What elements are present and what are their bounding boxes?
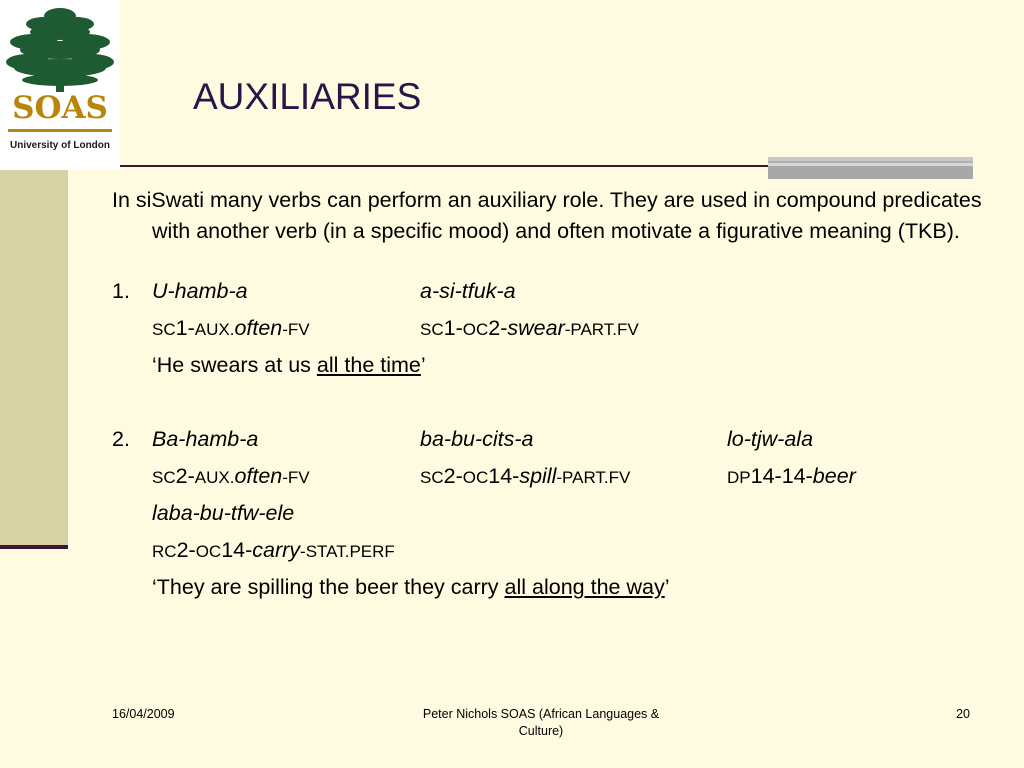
footer-date: 16/04/2009: [112, 707, 175, 721]
example-word: a-si-tfuk-a: [420, 279, 516, 303]
slide-title: AUXILIARIES: [193, 76, 422, 117]
example-number: 2.: [112, 427, 130, 451]
gloss: DP14-14-beer: [727, 464, 856, 488]
logo-divider: [8, 129, 112, 132]
left-accent-rule: [0, 545, 68, 549]
title-accent-bar: [768, 157, 973, 179]
slide-number: 20: [956, 707, 970, 721]
gloss: RC2-OC14-carry-STAT.PERF: [152, 538, 395, 562]
gloss: SC2-OC14-spill-PART.FV: [420, 464, 631, 488]
example-2-gloss: [112, 461, 992, 498]
footer-author: Peter Nichols SOAS (African Languages & Culture): [422, 707, 660, 738]
example-2-words-cont: [112, 498, 992, 535]
title-rule: [120, 165, 770, 167]
gloss: SC1-AUX.often-FV: [152, 316, 310, 340]
example-2-words: [112, 424, 992, 461]
translation: ‘They are spilling the beer they carry all along the way’: [152, 575, 670, 599]
example-word: lo-tjw-ala: [727, 427, 814, 451]
intro-paragraph: In siSwati many verbs can perform an auxiliary role. They are used in compound predicates with another verb (in a specific mood) and often motivate a figurative meaning (TKB).: [112, 188, 982, 243]
example-1-translation: [112, 350, 992, 387]
tree-icon: [4, 4, 116, 94]
logo-wordmark: SOAS: [12, 90, 108, 126]
example-word: laba-bu-tfw-ele: [152, 501, 295, 525]
gloss: SC1-OC2-swear-PART.FV: [420, 316, 639, 340]
example-word: Ba-hamb-a: [152, 427, 259, 451]
example-word: ba-bu-cits-a: [420, 427, 534, 451]
example-2-translation: [112, 572, 992, 609]
soas-logo: [0, 0, 120, 170]
example-2: [112, 424, 992, 609]
slide-body: [112, 185, 992, 609]
gloss: SC2-AUX.often-FV: [152, 464, 310, 488]
example-1-words: [112, 276, 992, 313]
example-2-gloss-cont: [112, 535, 992, 572]
example-word: U-hamb-a: [152, 279, 248, 303]
example-1-gloss: [112, 313, 992, 350]
example-1: [112, 276, 992, 387]
logo-subtitle: University of London: [10, 140, 110, 151]
translation: ‘He swears at us all the time’: [152, 353, 426, 377]
example-number: 1.: [112, 279, 130, 303]
